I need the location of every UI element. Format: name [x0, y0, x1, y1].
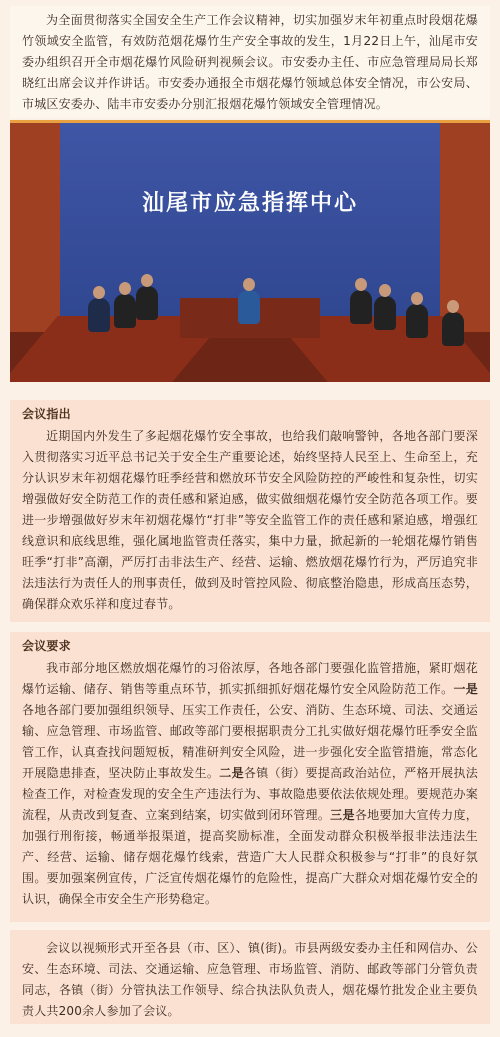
person-right-1	[350, 290, 372, 324]
body-text-b: 各地各部门要加强组织领导、压实工作责任，公安、消防、生态环境、司法、交通运输、应急管理、市场监管、邮政等部门要根据职责分工扎实做好烟花爆竹旺季安全监管工作，认真查找问题短板，精准研判安全风险，进一步强化安全监管措施，常态化开展隐患排查，坚决防止事故发生。	[22, 703, 478, 780]
section-body: 近期国内外发生了多起烟花爆竹安全事故，也给我们敲响警钟，各地各部门要深入贯彻落实习近平总书记关于安全生产重要论述，始终坚持人民至上、生命至上，充分认识岁末年初烟花爆竹旺季经营和燃放环节安全风险防控的严峻性和复杂性，切实增强做好安全防范工作的责任感和紧迫感，做实做细烟花爆竹安全防范各项工作。要进一步增强做好岁末年初烟花爆竹“打非”等安全监管工作的责任感和紧迫感，增强红线意识和底线思维，强化属地监管责任落实，集中力量，掀起新的一轮烟花爆竹销售旺季“打非”高潮，严厉打击非法生产、经营、运输、燃放烟花爆竹行为，严厉追究非法违法行为责任人的刑事责任，做到及时管控风险、彻底整治隐患，形成高压态势，确保群众欢乐祥和度过春节。	[22, 429, 478, 611]
meeting-requirements-section	[10, 632, 490, 922]
section-title: 会议要求	[22, 639, 71, 653]
point-one-label: 一是	[453, 682, 478, 696]
photo-top-bar	[10, 120, 490, 123]
intro-paragraph: 为全面贯彻落实全国安全生产工作会议精神，切实加强岁末年初重点时段烟花爆竹领域安全监管，有效防范烟花爆竹生产安全事故的发生，1月22日上午，汕尾市安委办组织召开全市烟花爆竹风险研判视频会议。市安委办主任、市应急管理局局长郑晓红出席会议并作讲话。市安委办通报全市烟花爆竹领域总体安全情况，市公安局、市城区安委办、陆丰市安委办分别汇报烟花爆竹领域安全管理情况。	[10, 6, 490, 118]
body-text-d: 各地要加大宣传力度，加强行刑衔接，畅通举报渠道，提高奖励标准，全面发动群众积极举报非法违法生产、经营、运输、储存烟花爆竹线索，营造广大人民群众积极参与“打非”的良好氛围。要加强案例宣传，广泛宣传烟花爆竹的危险性，提高广大群众对烟花爆竹安全的认识，确保全市安全生产形势稳定。	[22, 808, 478, 906]
body-text-a: 我市部分地区燃放烟花爆竹的习俗浓厚，各地各部门要强化监管措施，紧盯烟花爆竹运输、储存、销售等重点环节，抓实抓细抓好烟花爆竹安全风险防范工作。	[22, 661, 478, 696]
wall-sign: 汕尾市应急指挥中心	[141, 191, 358, 216]
person-right-3	[406, 304, 428, 338]
person-left-3	[136, 286, 158, 320]
section-body	[22, 658, 478, 910]
section-body: 会议以视频形式开至各县（市、区）、镇(街)。市县两级安委办主任和网信办、公安、生态环境、司法、交通运输、应急管理、市场监管、消防、邮政等部门分管负责同志，各镇（街）分管执法工作领导、综合执法队负责人，烟花爆竹批发企业主要负责人共200余人参加了会议。	[22, 941, 478, 1018]
section-title: 会议指出	[22, 407, 71, 421]
person-left-1	[88, 298, 110, 332]
person-center	[238, 290, 260, 324]
person-right-4	[442, 312, 464, 346]
point-two-label: 二是	[219, 766, 244, 780]
body-text-c: 各镇（街）要提高政治站位，严格开展执法检查工作，对检查发现的安全生产违法行为、事故隐患要依法依规处理。要规范办案流程，从责改到复查、立案到结案，切实做到闭环管理。	[22, 766, 478, 822]
person-right-2	[374, 296, 396, 330]
person-left-2	[114, 294, 136, 328]
meeting-points-section	[10, 400, 490, 622]
meeting-photo	[10, 120, 490, 382]
point-three-label: 三是	[330, 808, 355, 822]
closing-section	[10, 930, 490, 1024]
